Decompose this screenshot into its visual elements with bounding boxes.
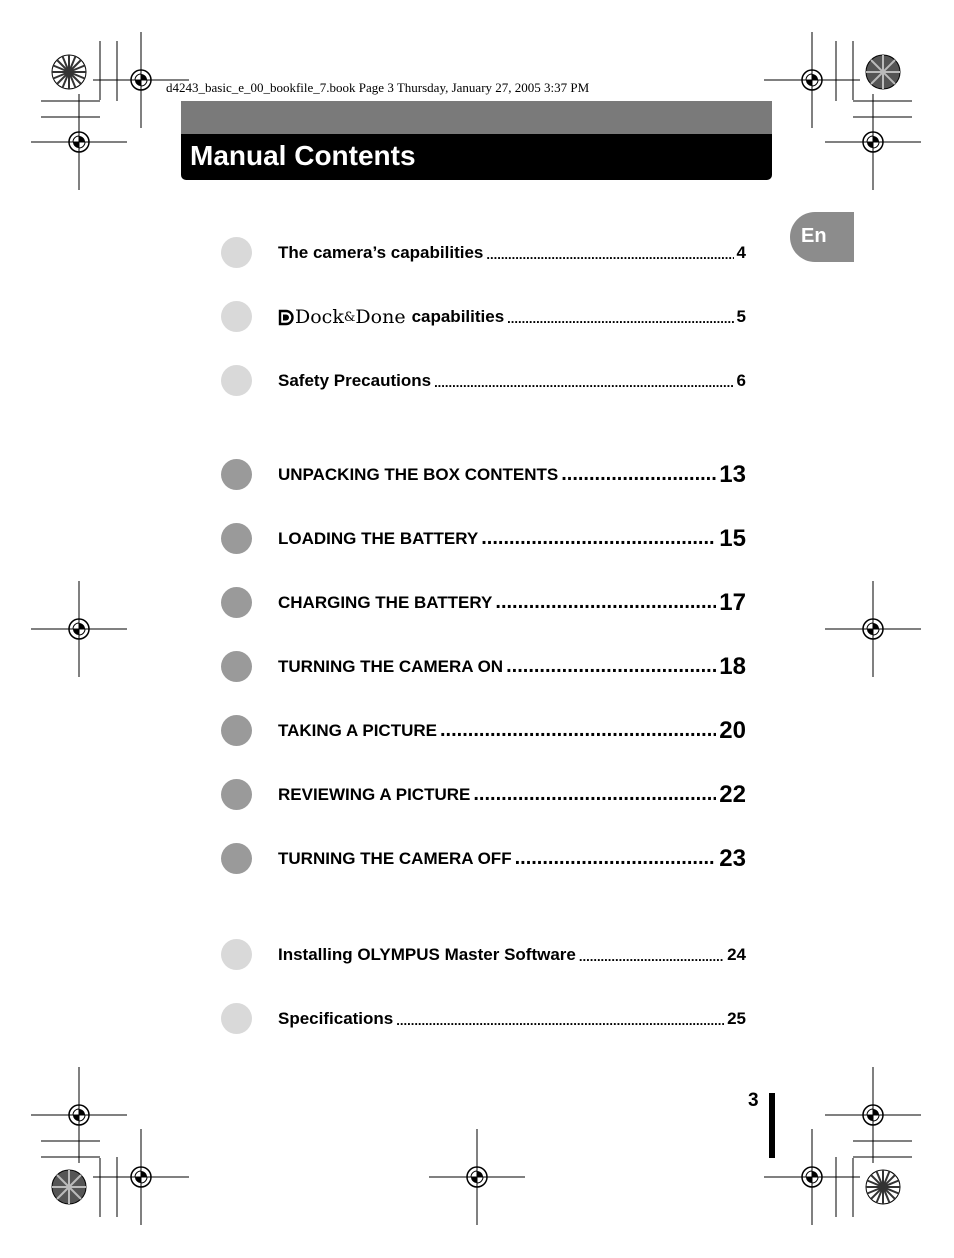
- logo-text-dock: Dock: [295, 306, 344, 328]
- logo-text-done: Done: [355, 306, 406, 328]
- toc-entry[interactable]: [221, 651, 746, 683]
- dock-and-done-icon: [278, 309, 295, 326]
- logo-text-amp: &: [343, 309, 356, 325]
- bullet-icon: [221, 459, 252, 490]
- toc-entry-page: 18: [719, 653, 746, 680]
- bullet-icon: [221, 523, 252, 554]
- print-info-header: d4243_basic_e_00_bookfile_7.book Page 3 Thursday, January 27, 2005 3:37 PM: [166, 80, 590, 95]
- toc-entry[interactable]: [221, 939, 746, 971]
- bullet-icon: [221, 939, 252, 970]
- language-tab-label: En: [801, 225, 827, 247]
- toc-entry-label: UNPACKING THE BOX CONTENTS: [278, 465, 559, 484]
- page-title: Manual Contents: [190, 140, 416, 171]
- page-number: 3: [748, 1090, 759, 1111]
- toc-entry[interactable]: [221, 779, 746, 811]
- bullet-icon: [221, 1003, 252, 1034]
- dot-leader: [495, 591, 716, 619]
- toc-entry-page: 24: [727, 945, 746, 964]
- toc-entry-label: capabilities: [411, 307, 505, 326]
- dot-leader: [396, 1013, 724, 1035]
- toc-entry-label: TURNING THE CAMERA OFF: [278, 849, 512, 868]
- dot-leader: [440, 719, 716, 747]
- dot-leader: [434, 375, 733, 397]
- toc-entry-label: TAKING A PICTURE: [278, 721, 437, 740]
- toc-entry[interactable]: [221, 1003, 746, 1035]
- toc-entry-label: TURNING THE CAMERA ON: [278, 657, 504, 676]
- toc-entry-page: 20: [719, 717, 746, 744]
- toc-entry-page: 15: [719, 525, 746, 552]
- toc-entry-page: 6: [736, 371, 746, 390]
- toc-entry-page: 5: [736, 307, 746, 326]
- toc-entry[interactable]: [221, 523, 746, 555]
- dot-leader: [473, 783, 716, 811]
- page-number-bar: [769, 1093, 775, 1158]
- dot-leader: [561, 463, 716, 491]
- language-tab: [790, 212, 854, 262]
- toc-entry-label: Safety Precautions: [278, 371, 432, 390]
- toc-entry-page: 22: [719, 781, 746, 808]
- toc-entry-label: Specifications: [278, 1009, 394, 1028]
- dot-leader: [506, 655, 716, 683]
- bullet-icon: [221, 237, 252, 268]
- title-bar-accent: [181, 101, 772, 135]
- toc-entry[interactable]: [221, 237, 746, 269]
- toc-entry[interactable]: [221, 715, 746, 747]
- dot-leader: [481, 527, 716, 555]
- toc-entry-label: Installing OLYMPUS Master Software: [278, 945, 576, 964]
- toc-entry[interactable]: [221, 365, 746, 397]
- toc-entry[interactable]: [221, 301, 746, 333]
- toc-entry[interactable]: [221, 587, 746, 619]
- bullet-icon: [221, 651, 252, 682]
- toc-entry-page: 25: [727, 1009, 746, 1028]
- toc-entry[interactable]: [221, 843, 746, 875]
- toc-entry-label: The camera’s capabilities: [278, 243, 484, 262]
- bullet-icon: [221, 843, 252, 874]
- bullet-icon: [221, 779, 252, 810]
- dot-leader: [579, 949, 724, 971]
- toc-entry-page: 13: [719, 461, 746, 488]
- title-bar: [181, 134, 772, 180]
- toc-entry-label: CHARGING THE BATTERY: [278, 593, 493, 612]
- toc-entry[interactable]: [221, 459, 746, 491]
- toc-entry-page: 23: [719, 845, 746, 872]
- bullet-icon: [221, 301, 252, 332]
- toc-entry-page: 4: [736, 243, 746, 262]
- dot-leader: [507, 311, 733, 333]
- toc-entry-page: 17: [719, 589, 746, 616]
- dot-leader: [515, 847, 717, 875]
- bullet-icon: [221, 715, 252, 746]
- dock-and-done-logo: [278, 306, 406, 328]
- bullet-icon: [221, 365, 252, 396]
- bullet-icon: [221, 587, 252, 618]
- dot-leader: [486, 247, 733, 269]
- toc-entry-label: LOADING THE BATTERY: [278, 529, 479, 548]
- toc-entry-label: REVIEWING A PICTURE: [278, 785, 471, 804]
